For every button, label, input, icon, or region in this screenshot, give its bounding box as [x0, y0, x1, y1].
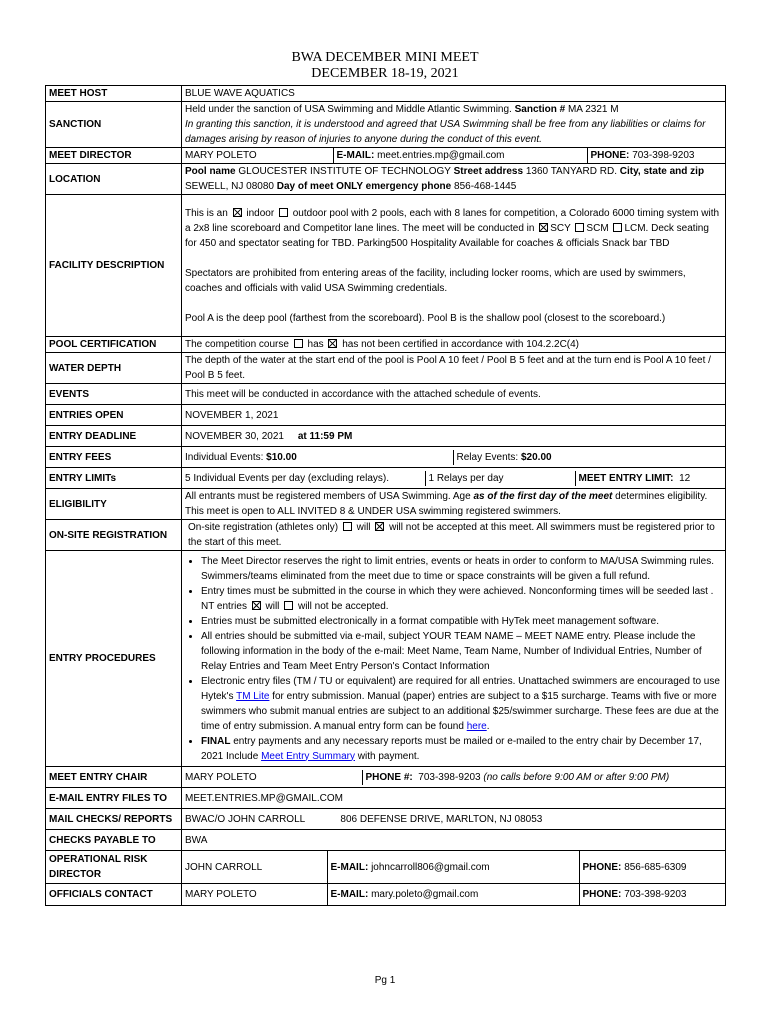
scm-checkbox[interactable]	[575, 223, 584, 232]
facility-pools-text: outdoor pool with 2 pools, each with 8 lanes for competition, a Colorado 6000 timing system with a 2x8 line scoreboard and Competitor lane lines. The meet will be conducted in	[185, 207, 720, 234]
director-phone-label: PHONE:	[590, 150, 630, 161]
ops-risk-email-label: E-MAIL:	[330, 861, 369, 873]
label-sanction: SANCTION	[46, 102, 182, 148]
facility-spectators-text: Spectators are prohibited from entering areas of the facility, including locker rooms, which are used by swimmers, coaches and officials with valid USA Swimming credentials.	[185, 267, 686, 294]
deadline-time: at 11:59 PM	[297, 430, 353, 442]
procedure-text: .	[486, 720, 490, 732]
officials-email-label: E-MAIL:	[330, 889, 369, 900]
entry-chair-name: MARY POLETO	[185, 771, 257, 783]
procedure-text: Electronic entry files (TM / TU or equivalent) are required for all entries. Unattached swimmers are encouraged to use Hytek's	[201, 675, 720, 702]
relay-limit: 1 Relays per day	[425, 471, 575, 486]
has-not-label: has not been certified in accordance with 104.2.2C(4)	[342, 339, 580, 350]
sanction-disclaimer: In granting this sanction, it is understood and agreed that USA Swimming shall be free from any liabilities or claims for damages arising by reason of injuries to anyone during the conduct of this event.	[185, 119, 706, 145]
procedure-text: with payment.	[357, 750, 420, 762]
onsite-value	[182, 520, 726, 551]
row-entries-open	[46, 405, 726, 426]
row-entry-deadline	[46, 426, 726, 447]
sanction-number-label: Sanction #	[514, 104, 566, 115]
row-onsite-registration	[46, 520, 726, 551]
label-officials-contact: OFFICIALS CONTACT	[46, 884, 182, 906]
label-meet-host: MEET HOST	[46, 86, 182, 102]
row-officials-contact	[46, 884, 726, 906]
procedure-item: • All entries should be submitted via e-mail, subject YOUR TEAM NAME – MEET NAME entry. Please include the following information in the body of the e-mail: Meet Name, Team Name, Number of Individual Entries, Number of Relay Entries and Team Meet Entry Person's Contact Information	[201, 629, 722, 674]
entry-deadline-value	[182, 426, 726, 447]
row-eligibility	[46, 489, 726, 520]
ops-risk-name: JOHN CARROLL	[185, 861, 263, 873]
eligibility-value	[182, 489, 726, 520]
label-entry-procedures: ENTRY PROCEDURES	[46, 551, 182, 767]
street-label: Street address	[453, 166, 524, 177]
director-email[interactable]: meet.entries.mp@gmail.com	[377, 150, 505, 161]
row-checks-payable	[46, 830, 726, 851]
officials-phone: 703-398-9203	[624, 889, 687, 900]
onsite-will-checkbox[interactable]	[343, 522, 352, 531]
ops-risk-email[interactable]: johncarroll806@gmail.com	[371, 861, 490, 873]
label-entries-open: ENTRIES OPEN	[46, 405, 182, 426]
scy-checkbox[interactable]	[539, 223, 548, 232]
final-label: FINAL	[201, 735, 231, 747]
deadline-date: NOVEMBER 30, 2021	[185, 430, 284, 442]
facility-value	[182, 195, 726, 337]
pool-certification-value	[182, 337, 726, 353]
officials-name: MARY POLETO	[185, 889, 257, 900]
city-state-zip: SEWELL, NJ 08080	[185, 181, 274, 192]
nt-will-checkbox[interactable]	[252, 601, 261, 610]
mail-checks-to: BWAC/O JOHN CARROLL	[185, 813, 305, 825]
label-water-depth: WATER DEPTH	[46, 353, 182, 384]
events-value: This meet will be conducted in accordance with the attached schedule of events.	[182, 384, 726, 405]
onsite-text-a: On-site registration (athletes only)	[188, 522, 339, 533]
row-operational-risk	[46, 851, 726, 884]
manual-entry-form-link[interactable]: here	[466, 720, 487, 732]
procedure-item	[201, 674, 722, 734]
mail-checks-address: 806 DEFENSE DRIVE, MARLTON, NJ 08053	[340, 813, 543, 825]
entry-chair-phone: 703-398-9203	[418, 771, 481, 783]
label-onsite-registration: ON-SITE REGISTRATION	[46, 520, 182, 551]
has-checkbox[interactable]	[294, 339, 303, 348]
pool-cert-text: The competition course	[185, 339, 289, 350]
indoor-label: indoor	[246, 207, 275, 219]
ops-risk-phone: 856-685-6309	[624, 861, 687, 873]
mail-checks-value	[182, 809, 726, 830]
has-label: has	[307, 339, 324, 350]
procedure-item	[201, 734, 722, 764]
row-water-depth	[46, 353, 726, 384]
row-meet-entry-chair	[46, 767, 726, 788]
scy-label: SCY	[550, 222, 571, 234]
meet-entry-limit-label: MEET ENTRY LIMIT:	[578, 472, 674, 484]
label-location: LOCATION	[46, 164, 182, 195]
row-mail-checks	[46, 809, 726, 830]
procedure-item: • The Meet Director reserves the right to limit entries, events or heats in order to conform to MA/USA Swimming rules. Swimmers/teams eliminated from the meet due to time or space constraints will be given a full refund.	[201, 554, 722, 584]
emergency-phone: 856-468-1445	[454, 181, 517, 192]
meet-host-value: BLUE WAVE AQUATICS	[182, 86, 726, 102]
lcm-label: LCM.	[624, 222, 649, 234]
label-pool-certification: POOL CERTIFICATION	[46, 337, 182, 353]
onsite-will-not-checkbox[interactable]	[375, 522, 384, 531]
meet-info-table	[45, 85, 726, 906]
relay-fee: $20.00	[520, 451, 552, 463]
row-entry-fees	[46, 447, 726, 468]
label-meet-director: MEET DIRECTOR	[46, 148, 182, 164]
procedure-item	[201, 584, 722, 614]
nt-will-label: will	[265, 600, 280, 612]
row-entry-limits	[46, 468, 726, 489]
eligibility-text-a: All entrants must be registered members of USA Swimming. Age	[185, 491, 471, 502]
email-entry-files-value[interactable]: MEET.ENTRIES.MP@GMAIL.COM	[182, 788, 726, 809]
label-meet-entry-chair: MEET ENTRY CHAIR	[46, 767, 182, 788]
row-sanction	[46, 102, 726, 148]
eligibility-age-date: as of the first day of the meet	[473, 491, 613, 502]
nt-will-not-label: will not be accepted.	[297, 600, 389, 612]
pool-name: GLOUCESTER INSTITUTE OF TECHNOLOGY	[238, 166, 451, 177]
row-location	[46, 164, 726, 195]
officials-email[interactable]: mary.poleto@gmail.com	[371, 889, 479, 900]
label-entry-fees: ENTRY FEES	[46, 447, 182, 468]
nt-will-not-checkbox[interactable]	[284, 601, 293, 610]
label-events: EVENTS	[46, 384, 182, 405]
sanction-text: Held under the sanction of USA Swimming and Middle Atlantic Swimming.	[185, 104, 512, 115]
city-label: City, state and zip	[619, 166, 705, 177]
facility-seating-text: Deck seating for 450 and spectator seating for TBD. Parking500 Hospitality Available for coaches & officials Snack bar TBD	[185, 222, 709, 249]
label-email-entry-files: E-MAIL ENTRY FILES TO	[46, 788, 182, 809]
procedure-item: • Entries must be submitted electronically in a format compatible with HyTek meet management software.	[201, 614, 722, 629]
procedure-text: entry payments and any necessary reports must be mailed or e-mailed to the entry chair by December 17, 2021 Include	[201, 735, 702, 762]
lcm-checkbox[interactable]	[613, 223, 622, 232]
relay-fee-label: Relay Events:	[456, 451, 519, 463]
label-facility: FACILITY DESCRIPTION	[46, 195, 182, 337]
facility-intro: This is an	[185, 207, 228, 219]
label-mail-checks: MAIL CHECKS/ REPORTS	[46, 809, 182, 830]
row-meet-host	[46, 86, 726, 102]
label-entry-limits: ENTRY LIMITs	[46, 468, 182, 489]
procedure-text: Entry times must be submitted in the course in which they were achieved. Nonconforming times will be seeded last . NT entries	[201, 585, 714, 612]
onsite-text-b: will not be accepted at this meet. All swimmers must be registered prior to the start of this meet.	[188, 522, 715, 548]
water-depth-value: The depth of the water at the start end of the pool is Pool A 10 feet / Pool B 5 feet and at the turn end is Pool A 10 feet / Pool B 5 feet.	[182, 353, 726, 384]
label-eligibility: ELIGIBILITY	[46, 489, 182, 520]
outdoor-checkbox[interactable]	[279, 208, 288, 217]
document-title: BWA DECEMBER MINI MEET	[291, 50, 479, 65]
procedure-text: for entry submission. Manual (paper) entries are subject to a $15 surcharge. Teams with five or more swimmers who submit manual entries are subject to an additional $25/swimmer surcharge. These fees are due at the time of entry submission. A manual entry form can be found	[201, 690, 719, 732]
label-entry-deadline: ENTRY DEADLINE	[46, 426, 182, 447]
scm-label: SCM	[586, 222, 609, 234]
row-pool-certification	[46, 337, 726, 353]
individual-fee-label: Individual Events:	[185, 451, 264, 463]
location-value	[182, 164, 726, 195]
label-checks-payable: CHECKS PAYABLE TO	[46, 830, 182, 851]
street-address: 1360 TANYARD RD.	[525, 166, 617, 177]
entry-chair-call-note: (no calls before 9:00 AM or after 9:00 PM)	[483, 771, 670, 783]
ops-risk-phone-label: PHONE:	[582, 861, 622, 873]
individual-fee: $10.00	[266, 451, 297, 463]
meet-entry-limit: 12	[679, 472, 691, 484]
officials-phone-label: PHONE:	[582, 889, 622, 900]
entries-open-value: NOVEMBER 1, 2021	[182, 405, 726, 426]
director-phone: 703-398-9203	[632, 150, 695, 161]
emergency-phone-label: Day of meet ONLY emergency phone	[276, 181, 452, 192]
pool-name-label: Pool name	[185, 166, 236, 177]
row-entry-procedures	[46, 551, 726, 767]
row-events	[46, 384, 726, 405]
checks-payable-value: BWA	[182, 830, 726, 851]
page-number: Pg 1	[374, 975, 396, 986]
eligibility-text-b: determines eligibility. This meet is open to ALL INVITED 8 & UNDER USA swimming registered swimmers.	[185, 491, 708, 517]
facility-pools-note: Pool A is the deep pool (farthest from the scoreboard). Pool B is the shallow pool (closest to the scoreboard.)	[185, 312, 666, 324]
onsite-will-label: will	[356, 522, 371, 533]
individual-limit: 5 Individual Events per day (excluding relays).	[185, 472, 389, 484]
has-not-checkbox[interactable]	[328, 339, 337, 348]
procedures-list	[185, 554, 722, 764]
tm-lite-link[interactable]: TM Lite	[236, 690, 270, 702]
row-meet-director	[46, 148, 726, 164]
sanction-value	[182, 102, 726, 148]
entry-chair-phone-label: PHONE #:	[365, 771, 413, 783]
row-email-entry-files	[46, 788, 726, 809]
sanction-number: MA 2321 M	[567, 104, 619, 115]
director-email-label: E-MAIL:	[336, 150, 375, 161]
label-operational-risk: OPERATIONAL RISK DIRECTOR	[46, 851, 182, 884]
director-name: MARY POLETO	[185, 150, 257, 161]
row-facility	[46, 195, 726, 337]
indoor-checkbox[interactable]	[233, 208, 242, 217]
meet-dates: DECEMBER 18-19, 2021	[311, 66, 459, 81]
meet-entry-summary-link[interactable]: Meet Entry Summary	[261, 750, 355, 762]
entry-procedures-value	[182, 551, 726, 767]
